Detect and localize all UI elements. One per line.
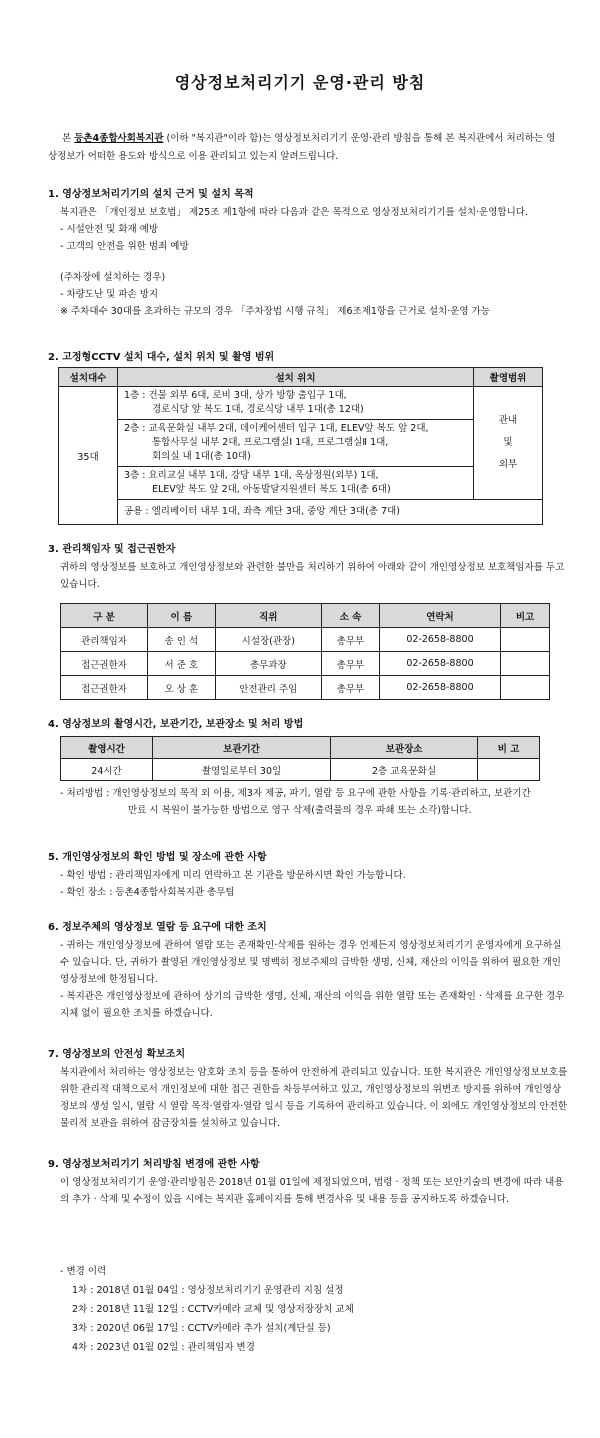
section-9-heading: 9. 영상정보처리기기 처리방침 변경에 관한 사항 (48, 1159, 260, 1170)
retention-header: 촬영시간 (61, 737, 153, 759)
manager-header: 연락처 (379, 604, 500, 628)
page-title: 영상정보처리기기 운영·관리 방침 (174, 73, 426, 92)
section-1-item: - 고객의 안전을 위한 범죄 예방 (60, 241, 189, 252)
manager-header: 이 름 (148, 604, 216, 628)
method-line-1: - 처리방법 : 개인영상정보의 목적 외 이용, 제3자 제공, 파기, 열람 등 요구에 관한 사항을 기록·관리하고, 보관기간 (60, 788, 531, 799)
section-4-heading: 4. 영상정보의 촬영시간, 보관기간, 보관장소 및 처리 방법 (48, 719, 304, 730)
col-count-header: 설치대수 (59, 368, 118, 387)
change-history (48, 1262, 568, 1357)
manager-header: 비고 (501, 604, 550, 628)
cctv-row-2f: 2층 : 교육문화실 내부 2대, 데이케어센터 입구 1대, ELEV앞 복도 앞 2대, 통합사무실 내부 2대, 프로그램실Ⅰ 1대, 프로그램실Ⅱ 1대, 회의실 내 1대(총 10대) (118, 420, 474, 467)
section-3-heading: 3. 관리책임자 및 접근권한자 (48, 544, 176, 555)
section-3-text: 귀하의 영상정보를 보호하고 개인영상정보와 관련한 불만을 처리하기 위하여 아래와 같이 개인영상정보 보호책임자를 두고 있습니다. (60, 562, 565, 590)
cctv-table (58, 367, 543, 525)
retention-header: 보관기간 (153, 737, 331, 759)
section-1-item: - 시설안전 및 화재 예방 (60, 224, 159, 235)
col-range-header: 촬영범위 (474, 368, 543, 387)
section-2 (48, 348, 568, 525)
manager-header: 소 속 (322, 604, 380, 628)
section-4 (48, 715, 568, 819)
section-9-text: 이 영상정보처리기기 운영·관리방침은 2018년 01월 01일에 제정되었으며, 법령 · 정책 또는 보안기술의 변경에 따라 내용의 추가 · 삭제 및 수정이 있을 시에는 복지관 홈페이지를 통해 변경사유 및 내용 등을 공지하도록 하겠습니다. (60, 1177, 564, 1205)
manager-table (60, 603, 550, 700)
intro-prefix: 본 (62, 133, 72, 144)
section-5-item: - 확인 장소 : 등촌4종합사회복지관 총무팀 (60, 887, 235, 898)
section-9 (48, 1155, 568, 1208)
table-row: 접근권한자 서 준 호 총무과장 총무부 02-2658-8800 (61, 652, 550, 676)
table-row: 접근권한자 오 상 훈 안전관리 주임 총무부 02-2658-8800 (61, 676, 550, 700)
section-1-heading: 1. 영상정보처리기기의 설치 근거 및 설치 목적 (48, 189, 254, 200)
cctv-range: 관내 및 외부 (474, 387, 543, 500)
history-item: 2차 : 2018년 11월 12일 : CCTV카메라 교체 및 영상저장장치 교체 (72, 1304, 354, 1315)
section-3 (48, 540, 568, 700)
history-item: 3차 : 2020년 06월 17일 : CCTV카메라 추가 설치(계단실 등) (72, 1323, 331, 1334)
table-row: 관리책임자 송 인 석 시설장(관장) 총무부 02-2658-8800 (61, 628, 550, 652)
history-item: 1차 : 2018년 01월 04일 : 영상정보처리기기 운영관리 지침 설정 (72, 1285, 344, 1296)
section-7 (48, 1045, 568, 1132)
cctv-row-1f: 1층 : 건물 외부 6대, 로비 3대, 상가 방향 출입구 1대, 경로식당 앞 복도 1대, 경로식당 내부 1대(총 12대) (118, 387, 474, 420)
intro-org: 등촌4종합사회복지관 (74, 133, 164, 144)
cctv-row-common: 공용 : 엘리베이터 내부 1대, 좌측 계단 3대, 중앙 계단 3대(총 7대) (118, 500, 543, 525)
intro-paragraph (48, 130, 563, 166)
cctv-row-3f: 3층 : 요리교실 내부 1대, 강당 내부 1대, 옥상정원(외부) 1대, ELEV앞 복도 앞 2대, 아동발달지원센터 복도 1대(총 6대) (118, 467, 474, 500)
retention-header: 비 고 (478, 737, 540, 759)
section-6 (48, 918, 568, 1022)
section-5-heading: 5. 개인영상정보의 확인 방법 및 장소에 관한 사항 (48, 852, 267, 863)
table-row: 24시간 촬영일로부터 30일 2층 교육문화실 (61, 759, 540, 781)
section-7-text: 복지관에서 처리하는 영상정보는 암호화 조치 등을 통하여 안전하게 관리되고 있습니다. 또한 복지관은 개인영상정보보호를 위한 관리적 대책으로서 개인정보에 대한 접근 권한을 차등부여하고 있고, 개인영상정보의 위변조 방지를 위하여 개인영상정보의 생성 일시, 열람 시 열람 목적·열람자·열람 일시 등을 기록하여 관리하고 있습니다. 이 외에도 개인영상정보의 안전한 물리적 보관을 위하여 잠금장치를 설치하고 있습니다. (60, 1067, 568, 1129)
section-7-heading: 7. 영상정보의 안전성 확보조치 (48, 1049, 186, 1060)
section-5-item: - 확인 방법 : 관리책임자에게 미리 연락하고 본 기관을 방문하시면 확인 가능합니다. (60, 870, 406, 881)
cctv-count: 35대 (59, 387, 118, 525)
history-item: 4차 : 2023년 01월 02일 : 관리책임자 변경 (72, 1342, 255, 1353)
intro-text: (이하 "복지관"이라 함)는 영상정보처리기기 운영·관리 방침을 통해 본 복지관에서 처리하는 영상정보가 어떠한 용도와 방식으로 이용 관리되고 있는지 알려드립니다. (48, 133, 556, 162)
section-1 (48, 185, 568, 320)
section-2-heading: 2. 고정형CCTV 설치 대수, 설치 위치 및 촬영 범위 (48, 352, 275, 363)
retention-table (60, 736, 540, 781)
manager-header: 직위 (215, 604, 321, 628)
col-location-header: 설치 위치 (118, 368, 474, 387)
section-1-text: 복지관은 「개인정보 보호법」 제25조 제1항에 따라 다음과 같은 목적으로 영상정보처리기기를 설치·운영합니다. (60, 207, 528, 218)
section-6-item: - 귀하는 개인영상정보에 관하여 열람 또는 존재확인·삭제를 원하는 경우 언제든지 영상정보처리기기 운영자에게 요구하실 수 있습니다. 단, 귀하가 촬영된 개인영상정보 및 명백히 정보주체의 급박한 생명, 신체, 재산의 이익을 위하여 필요한 개인영상정보에 한정됩니다. (60, 940, 562, 985)
method-line-2: 만료 시 복원이 불가능한 방법으로 영구 삭제(출력물의 경우 파쇄 또는 소각)합니다. (128, 805, 472, 816)
parking-note: ※ 주차대수 30대를 초과하는 규모의 경우 「주차장법 시행 규칙」 제6조제1항을 근거로 설치·운영 가능 (60, 306, 490, 317)
parking-item: - 차량도난 및 파손 방지 (60, 289, 159, 300)
parking-heading: (주차장에 설치하는 경우) (60, 272, 166, 283)
section-6-item: - 복지관은 개인영상정보에 관하여 상기의 급박한 생명, 신체, 재산의 이익을 위한 열람 또는 존재확인 · 삭제를 요구한 경우 지체 없이 필요한 조치를 하겠습니다. (60, 991, 565, 1019)
section-6-heading: 6. 정보주체의 영상정보 열람 등 요구에 대한 조치 (48, 922, 267, 933)
retention-header: 보관장소 (330, 737, 477, 759)
section-5 (48, 848, 568, 901)
manager-header: 구 분 (61, 604, 148, 628)
history-label: - 변경 이력 (60, 1266, 107, 1277)
